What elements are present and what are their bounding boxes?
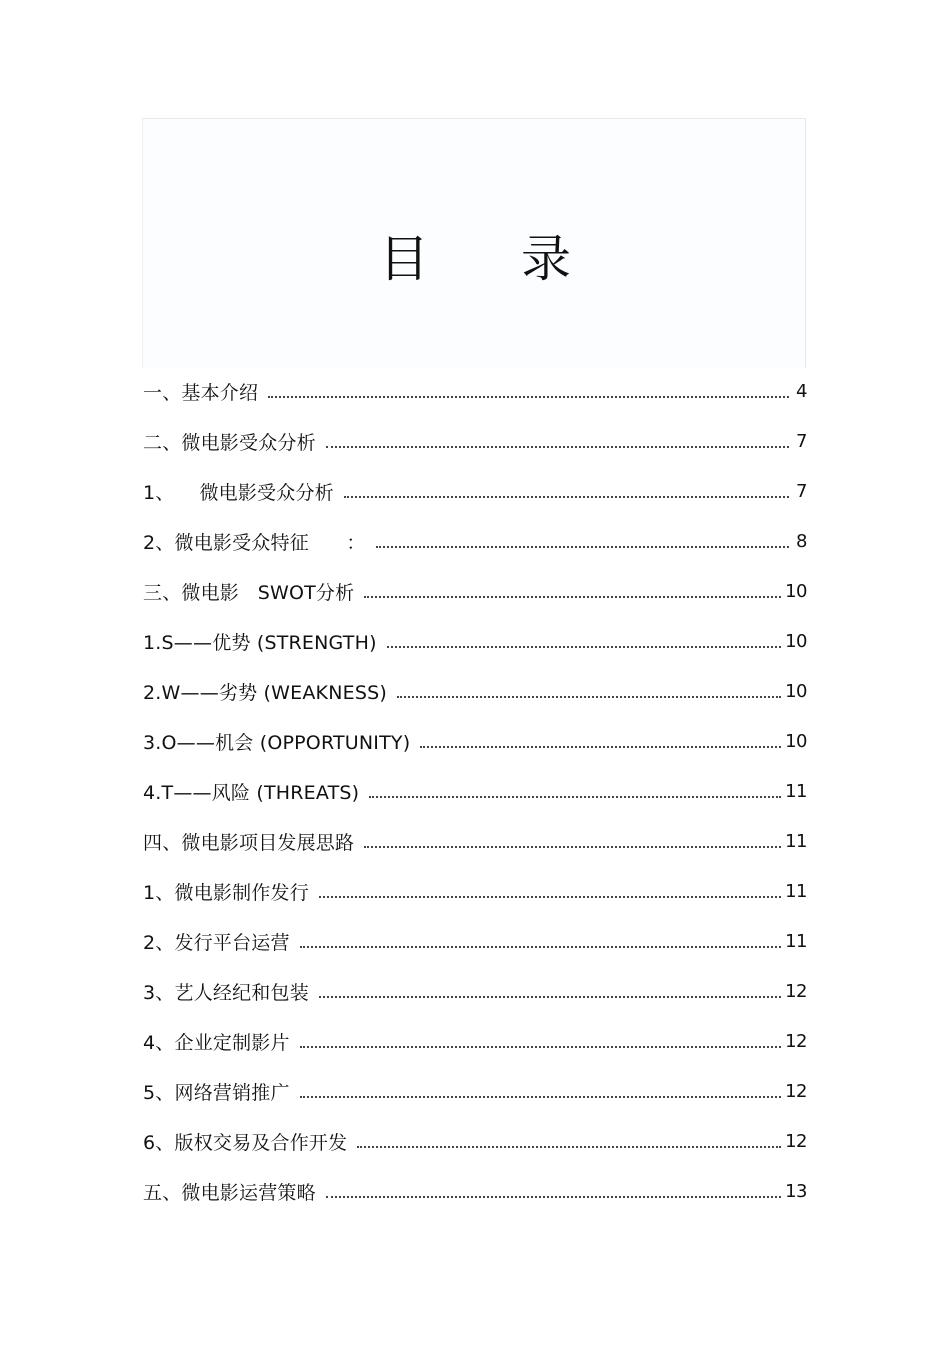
toc-entry[interactable] xyxy=(143,766,807,816)
toc-entry[interactable] xyxy=(143,366,807,416)
toc-dot-leader xyxy=(300,1046,781,1048)
toc-entry-page-number: 4 xyxy=(796,380,807,402)
toc-entry-label: 2、发行平台运营 xyxy=(143,931,290,954)
toc-dot-leader xyxy=(326,446,789,448)
toc-dot-leader xyxy=(300,946,781,948)
toc-entry-page-number: 12 xyxy=(785,1030,807,1052)
toc-entry-label: 2.W——劣势 (WEAKNESS) xyxy=(143,681,387,704)
toc-entry-label: 3、艺人经纪和包装 xyxy=(143,981,309,1004)
toc-entry-label: 一、基本介绍 xyxy=(143,381,259,404)
table-of-contents xyxy=(143,366,807,1216)
toc-entry[interactable] xyxy=(143,916,807,966)
toc-entry[interactable] xyxy=(143,666,807,716)
toc-entry-page-number: 8 xyxy=(796,530,807,552)
toc-entry[interactable] xyxy=(143,1166,807,1216)
toc-entry[interactable] xyxy=(143,816,807,866)
toc-entry[interactable] xyxy=(143,1016,807,1066)
toc-dot-leader xyxy=(319,896,781,898)
toc-entry-page-number: 13 xyxy=(785,1180,807,1202)
toc-entry-label: 2、微电影受众特征 ： xyxy=(143,531,366,554)
toc-dot-leader xyxy=(397,696,781,698)
toc-entry-page-number: 7 xyxy=(796,480,807,502)
toc-entry[interactable] xyxy=(143,716,807,766)
toc-dot-leader xyxy=(364,846,781,848)
toc-entry[interactable] xyxy=(143,966,807,1016)
toc-entry[interactable] xyxy=(143,516,807,566)
toc-entry-page-number: 11 xyxy=(785,880,807,902)
toc-entry[interactable] xyxy=(143,616,807,666)
toc-entry[interactable] xyxy=(143,1116,807,1166)
toc-dot-leader xyxy=(420,746,781,748)
toc-entry-page-number: 11 xyxy=(785,830,807,852)
toc-dot-leader xyxy=(364,596,781,598)
toc-dot-leader xyxy=(387,646,781,648)
toc-entry-label: 1、 微电影受众分析 xyxy=(143,481,334,504)
toc-dot-leader xyxy=(357,1146,781,1148)
title-banner xyxy=(142,118,806,368)
toc-entry-label: 五、微电影运营策略 xyxy=(143,1181,316,1204)
toc-entry[interactable] xyxy=(143,466,807,516)
toc-entry-label: 4、企业定制影片 xyxy=(143,1031,290,1054)
toc-entry-page-number: 12 xyxy=(785,1080,807,1102)
toc-dot-leader xyxy=(376,546,789,548)
page-title-char-1: 目 xyxy=(379,230,429,288)
toc-entry-page-number: 7 xyxy=(796,430,807,452)
toc-entry-page-number: 10 xyxy=(785,680,807,702)
toc-entry-label: 三、微电影 SWOT分析 xyxy=(143,581,355,604)
toc-entry-page-number: 12 xyxy=(785,980,807,1002)
toc-dot-leader xyxy=(326,1196,781,1198)
toc-entry[interactable] xyxy=(143,566,807,616)
toc-entry-page-number: 11 xyxy=(785,930,807,952)
toc-dot-leader xyxy=(319,996,781,998)
page-title-char-2: 录 xyxy=(521,230,571,288)
toc-entry-page-number: 10 xyxy=(785,630,807,652)
toc-entry-label: 4.T——风险 (THREATS) xyxy=(143,781,360,804)
toc-dot-leader xyxy=(268,396,789,398)
toc-entry-label: 二、微电影受众分析 xyxy=(143,431,316,454)
toc-entry-label: 6、版权交易及合作开发 xyxy=(143,1131,348,1154)
toc-entry-label: 5、网络营销推广 xyxy=(143,1081,290,1104)
toc-entry-label: 3.O——机会 (OPPORTUNITY) xyxy=(143,731,411,754)
toc-entry-label: 四、微电影项目发展思路 xyxy=(143,831,355,854)
toc-dot-leader xyxy=(344,496,789,498)
toc-entry-page-number: 11 xyxy=(785,780,807,802)
toc-entry-label: 1.S——优势 (STRENGTH) xyxy=(143,631,377,654)
toc-entry-page-number: 10 xyxy=(785,730,807,752)
toc-entry[interactable] xyxy=(143,416,807,466)
toc-dot-leader xyxy=(300,1096,781,1098)
toc-entry[interactable] xyxy=(143,1066,807,1116)
toc-entry-page-number: 12 xyxy=(785,1130,807,1152)
toc-entry-page-number: 10 xyxy=(785,580,807,602)
toc-dot-leader xyxy=(369,796,781,798)
toc-entry-label: 1、微电影制作发行 xyxy=(143,881,309,904)
toc-entry[interactable] xyxy=(143,866,807,916)
